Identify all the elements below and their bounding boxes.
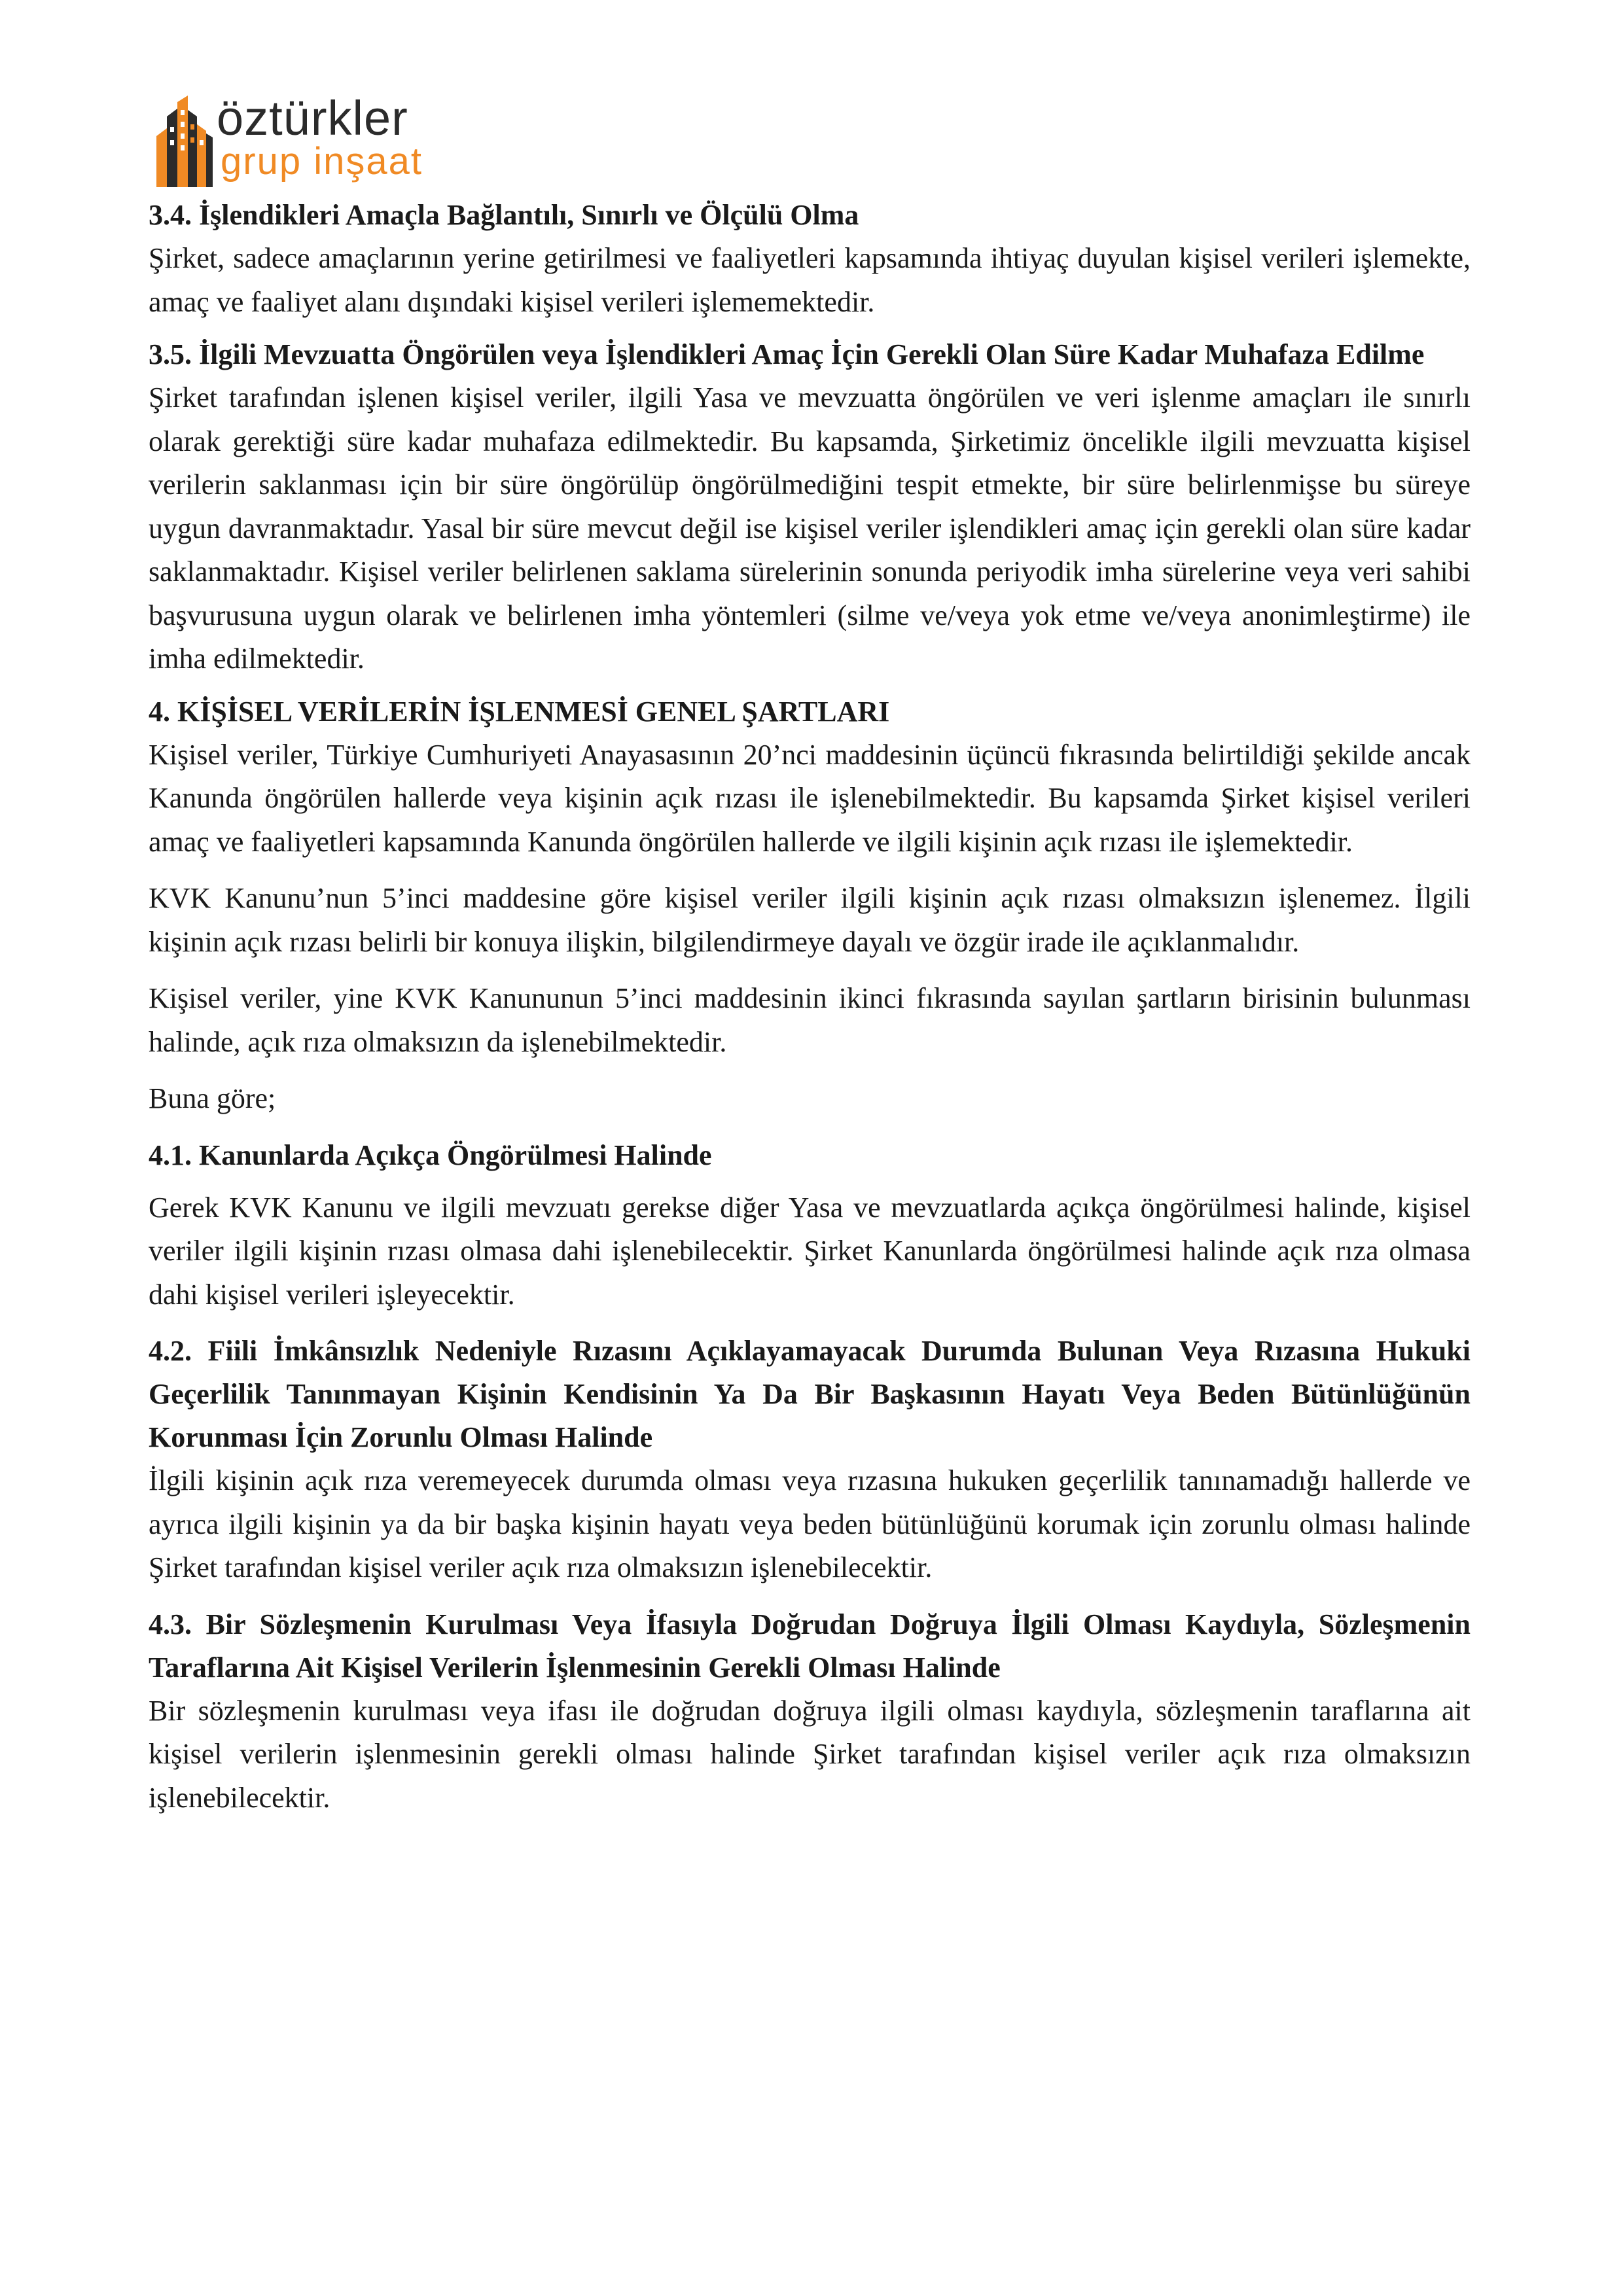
document-body xyxy=(149,194,1471,1820)
company-logo xyxy=(147,90,540,188)
section-3-5-heading: 3.5. İlgili Mevzuatta Öngörülen veya İşlendikleri Amaç İçin Gerekli Olan Süre Kadar Muhafaza Edilme xyxy=(149,338,1425,370)
section-3-5-body: Şirket tarafından işlenen kişisel veriler, ilgili Yasa ve mevzuatta öngörülen ve veri işlenme amaçları ile sınırlı olarak gerektiği süre kadar muhafaza edilmektedir. Bu kapsamda, Şirketimiz öncelikle ilgili mevzuatta kişisel verilerin saklanması için bir süre öngörülüp öngörülmediğini tespit etmekte, bir süre belirlenmişse bu süreye uygun davranmaktadır. Yasal bir süre mevcut değil ise kişisel veriler işlendikleri amaç için gerekli olan süre kadar saklanmaktadır. Kişisel veriler belirlenen saklama sürelerinin sonunda periyodik imha sürelerine veya veri sahibi başvurusuna uygun olarak ve belirlenen imha yöntemleri (silme ve/veya yok etme ve/veya anonimleştirme) ile imha edilmektedir. xyxy=(149,381,1471,675)
section-4-2-body: İlgili kişinin açık rıza veremeyecek durumda olması veya rızasına hukuken geçerlilik tanınamadığı hallerde ve ayrıca ilgili kişinin ya da bir başka kişinin hayatı veya beden bütünlüğünü korumak için zorunlu olması halinde Şirket tarafından kişisel veriler açık rıza olmaksızın işlenebilecektir. xyxy=(149,1464,1471,1583)
logo-line2: grup inşaat xyxy=(221,140,423,183)
section-3-4-heading: 3.4. İşlendikleri Amaçla Bağlantılı, Sınırlı ve Ölçülü Olma xyxy=(149,199,859,231)
section-4-1-heading: 4.1. Kanunlarda Açıkça Öngörülmesi Halinde xyxy=(149,1139,712,1171)
section-4-heading: 4. KİŞİSEL VERİLERİN İŞLENMESİ GENEL ŞARTLARI xyxy=(149,695,890,728)
section-4-paragraph-2: KVK Kanunu’nun 5’inci maddesine göre kişisel veriler ilgili kişinin açık rızası olmaksızın işlenemez. İlgili kişinin açık rızası belirli bir konuya ilişkin, bilgilendirmeye dayalı ve özgür irade ile açıklanmalıdır. xyxy=(149,882,1471,958)
logo-line1: öztürkler xyxy=(217,91,408,145)
section-4-paragraph-3: Kişisel veriler, yine KVK Kanununun 5’inci maddesinin ikinci fıkrasında sayılan şartların birisinin bulunması halinde, açık rıza olmaksızın da işlenebilmektedir. xyxy=(149,982,1471,1058)
section-4-2-heading: 4.2. Fiili İmkânsızlık Nedeniyle Rızasını Açıklayamayacak Durumda Bulunan Veya Rızasına Hukuki Geçerlilik Tanınmayan Kişinin Kendisinin Ya Da Bir Başkasının Hayatı Veya Beden Bütünlüğünün Korunması İçin Zorunlu Olması Halinde xyxy=(149,1335,1471,1453)
section-4-3-body: Bir sözleşmenin kurulması veya ifası ile doğrudan doğruya ilgili olması kaydıyla, sözleşmenin taraflarına ait kişisel verilerin işlenmesinin gerekli olması halinde Şirket tarafından kişisel veriler açık rıza olmaksızın işlenebilecektir. xyxy=(149,1694,1471,1814)
section-4-3-heading: 4.3. Bir Sözleşmenin Kurulması Veya İfasıyla Doğrudan Doğruya İlgili Olması Kaydıyla, Sözleşmenin Taraflarına Ait Kişisel Verilerin İşlenmesinin Gerekli Olması Halinde xyxy=(149,1608,1471,1684)
section-4-paragraph-4: Buna göre; xyxy=(149,1082,276,1114)
section-3-4-body: Şirket, sadece amaçlarının yerine getirilmesi ve faaliyetleri kapsamında ihtiyaç duyulan kişisel verileri işlemekte, amaç ve faaliyet alanı dışındaki kişisel verileri işlememektedir. xyxy=(149,242,1471,318)
section-4-paragraph-1: Kişisel veriler, Türkiye Cumhuriyeti Anayasasının 20’nci maddesinin üçüncü fıkrasında belirtildiği şekilde ancak Kanunda öngörülen hallerde veya kişinin açık rızası ile işlenebilmektedir. Bu kapsamda Şirket kişisel verileri amaç ve faaliyetleri kapsamında Kanunda öngörülen hallerde ve ilgili kişinin açık rızası ile işlemektedir. xyxy=(149,738,1471,858)
building-icon xyxy=(156,96,213,187)
section-4-1-body: Gerek KVK Kanunu ve ilgili mevzuatı gerekse diğer Yasa ve mevzuatlarda açıkça öngörülmesi halinde, kişisel veriler ilgili kişinin rızası olmasa dahi işlenebilecektir. Şirket Kanunlarda öngörülmesi halinde açık rıza olmasa dahi kişisel verileri işleyecektir. xyxy=(149,1191,1471,1311)
